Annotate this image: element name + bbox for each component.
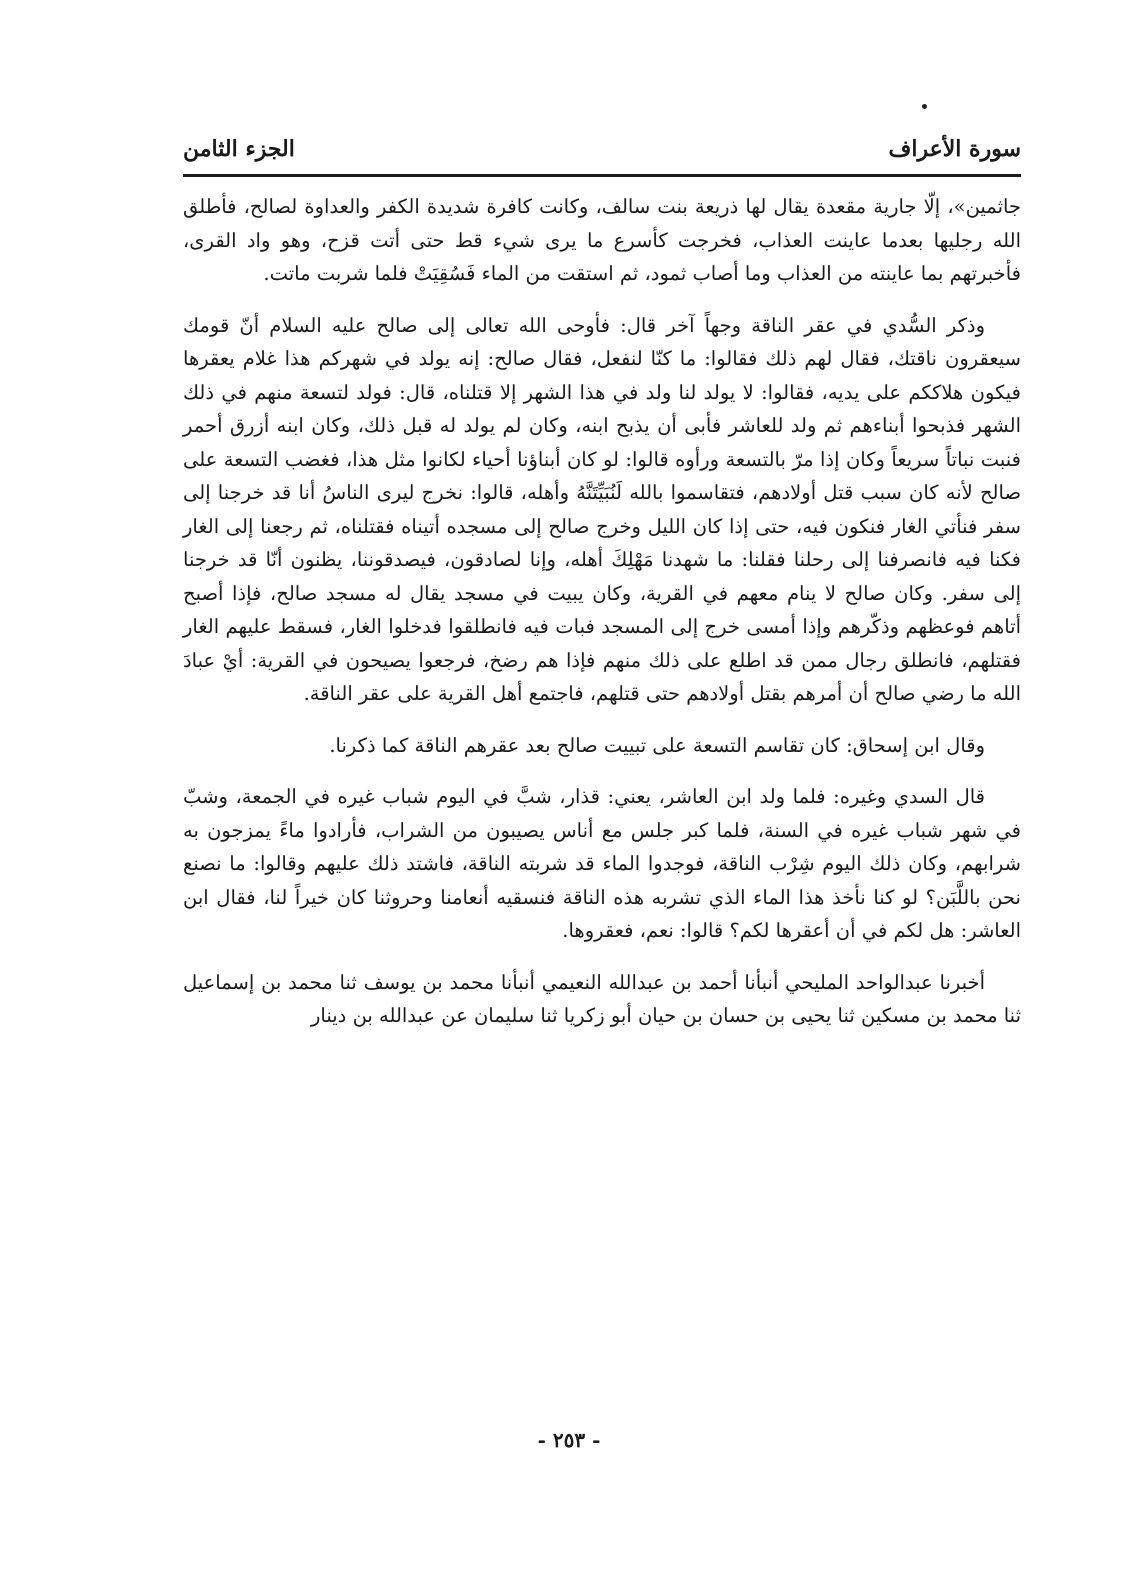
page-number: - ٢٥٣ - xyxy=(537,1428,601,1452)
paragraph-5: أخبرنا عبدالواحد المليحي أنبأنا أحمد بن عبدالله النعيمي أنبأنا محمد بن يوسف ثنا محمد بن إسماعيل ثنا محمد بن مسكين ثنا يحيى بن حسان بن حيان أبو زكريا ثنا سليمان عن عبدالله بن دينار xyxy=(183,970,1021,1027)
paragraph-1: جاثمين»، إلّا جارية مقعدة يقال لها ذريعة بنت سالف، وكانت كافرة شديدة الكفر والعداوة لصالح، فأطلق الله رجليها بعدما عاينت العذاب، فخرجت كأسرع ما يرى شيء قط حتى أتت قزح، وهو واد القرى، فأخبرتهم بما عاينته من العذاب وما أصاب ثمود، ثم استقت من الماء فَسُقِيَتْ فلما شربت ماتت. xyxy=(183,195,1021,285)
part-title: الجزء الثامن xyxy=(183,136,295,162)
header-divider xyxy=(183,174,1021,177)
surah-title: سورة الأعراف xyxy=(888,136,1021,162)
page-mark-dot xyxy=(922,104,927,109)
paragraph-4: قال السدي وغيره: فلما ولد ابن العاشر، يعني: قذار، شبَّ في اليوم شباب غيره في الجمعة، وشبّ في شهر شباب غيره في السنة، فلما كبر جلس مع أناس يصيبون من الشراب، فأرادوا ماءً يمزجون به شرابهم، وكان ذلك اليوم شِرْب الناقة، فوجدوا الماء قد شربته الناقة، فاشتد ذلك عليهم وقالوا: ما نصنع نحن باللَّبَن؟ لو كنا نأخذ هذا الماء الذي تشربه هذه الناقة فنسقيه أنعامنا وحروثنا كان خيراً لنا، فقال ابن العاشر: هل لكم في أن أعقرها لكم؟ قالوا: نعم، فعقروها. xyxy=(183,785,1021,942)
paragraph-2: وذكر السُّدي في عقر الناقة وجهاً آخر قال: فأوحى الله تعالى إلى صالح عليه السلام أنّ قومك سيعقرون ناقتك، فقال لهم ذلك فقالوا: ما كنّا لنفعل، فقال صالح: إنه يولد في شهركم هذا غلام يعقرها فيكون هلاككم على يديه، فقالوا: لا يولد لنا ولد في هذا الشهر إلا قتلناه، قال: فولد لتسعة منهم في ذلك الشهر فذبحوا أبناءهم ثم ولد للعاشر فأبى أن يذبح ابنه، وكان لم يولد له قبل ذلك، وكان ابنه أزرق أحمر فنبت نباتاً سريعاً وكان إذا مرّ بالتسعة ورأوه قالوا: لو كان أبناؤنا أحياء لكانوا مثل هذا، فغضب التسعة على صالح لأنه كان سبب قتل أولادهم، فتقاسموا بالله لَنُبَيِّتَنَّهُ وأهله، قالوا: نخرج ليرى الناسُ أنا قد خرجنا إلى سفر فنأتي الغار فنكون فيه، حتى إذا كان الليل وخرج صالح إلى مسجده أتيناه فقتلناه، ثم رجعنا إلى الغار فكنا فيه فانصرفنا إلى رحلنا فقلنا: ما شهدنا مَهْلِكَ أهله، وإنا لصادقون، فيصدقوننا، يظنون أنّا قد خرجنا إلى سفر. وكان صالح لا ينام معهم في القرية، وكان يبيت في مسجد يقال له مسجد صالح، فإذا أصبح أتاهم فوعظهم وذكّرهم وإذا أمسى خرج إلى المسجد فبات فيه فانطلقوا فدخلوا الغار، فسقط عليهم الغار فقتلهم، فانطلق رجال ممن قد اطلع على ذلك منهم فإذا هم رضخ، فرجعوا يصيحون في القرية: أيْ عبادَ الله ما رضي صالح أن أمرهم بقتل أولادهم حتى قتلهم، فاجتمع أهل القرية على عقر الناقة. xyxy=(183,313,1021,705)
paragraph-3: وقال ابن إسحاق: كان تقاسم التسعة على تبييت صالح بعد عقرهم الناقة كما ذكرنا. xyxy=(329,733,985,757)
page-body xyxy=(183,190,1021,1051)
running-header xyxy=(183,132,1021,166)
